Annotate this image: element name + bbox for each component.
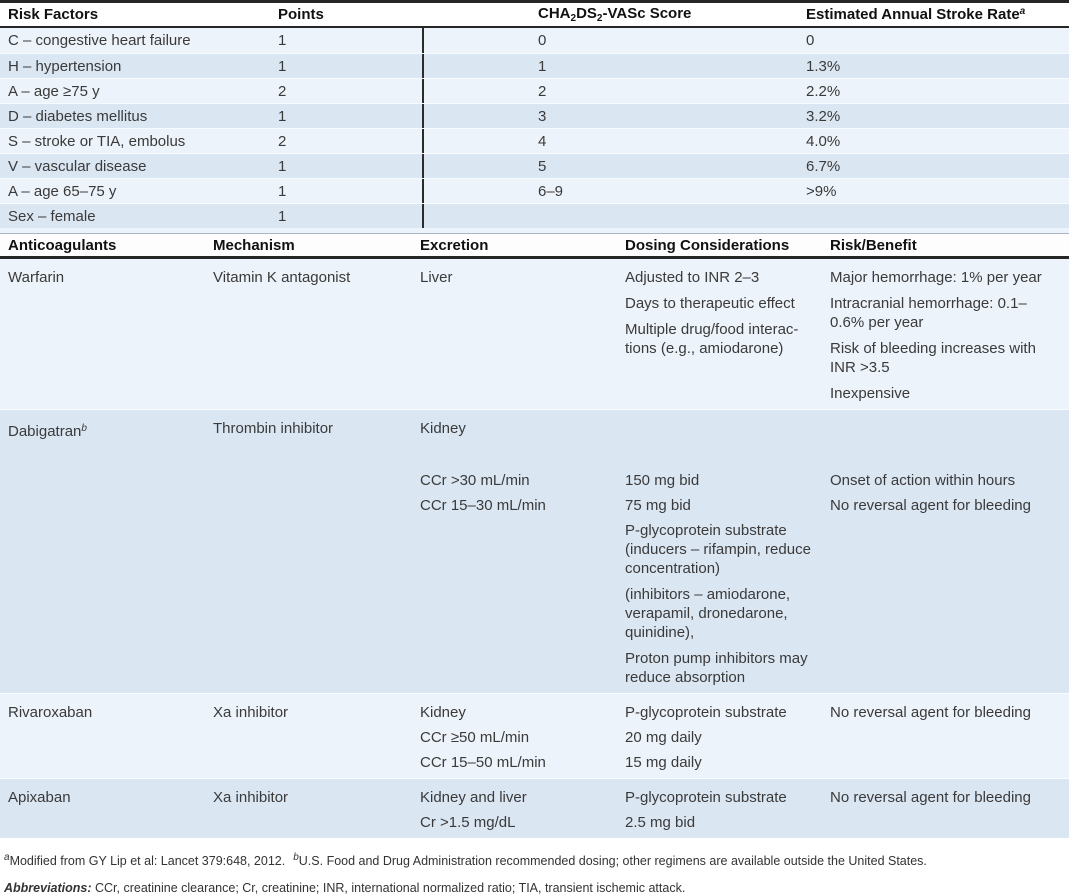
drug-subrow xyxy=(0,813,1069,832)
risk-benefit-cell: Onset of action within hours xyxy=(830,472,1016,489)
points-cell: 1 xyxy=(278,107,287,125)
rate-cell: 2.2% xyxy=(806,82,841,100)
dosing-cell: 20 mg daily xyxy=(625,729,702,746)
drug-subrow xyxy=(0,703,1069,722)
risk-item: Major hemorrhage: 1% per year xyxy=(830,269,1042,286)
column-divider xyxy=(422,104,538,128)
header-points: Points xyxy=(278,6,324,23)
drug-row-rivaroxaban xyxy=(0,693,1069,778)
column-divider xyxy=(422,28,538,53)
dosing-item: Days to therapeutic effect xyxy=(625,295,795,312)
table-row xyxy=(0,203,1069,228)
score-cell: 2 xyxy=(538,82,547,100)
excretion-cell: CCr 15–50 mL/min xyxy=(420,754,546,771)
drug-row-warfarin xyxy=(0,259,1069,409)
risk-benefit-cell: No reversal agent for bleeding xyxy=(830,497,1031,514)
risk-factor-cell: S – stroke or TIA, embolus xyxy=(8,132,186,150)
dosing-item: Adjusted to INR 2–3 xyxy=(625,269,760,286)
footnote-marker-a: a xyxy=(1019,6,1026,17)
rate-cell: >9% xyxy=(806,182,837,200)
score-cell: 4 xyxy=(538,132,547,150)
rate-cell: 1.3% xyxy=(806,57,841,75)
risk-benefit-cell: No reversal agent for bleeding xyxy=(830,789,1031,806)
header-dosing-considerations: Dosing Considerations xyxy=(625,236,790,254)
drug-name-cell: Warfarin xyxy=(8,269,65,286)
drug-subrow xyxy=(0,521,1069,687)
score-cell: 3 xyxy=(538,107,547,125)
drug-name-cell: Apixaban xyxy=(8,789,71,806)
excretion-cell: CCr ≥50 mL/min xyxy=(420,729,530,746)
rate-cell: 6.7% xyxy=(806,157,841,175)
drug-row-apixaban xyxy=(0,778,1069,838)
risk-factor-cell: D – diabetes mellitus xyxy=(8,107,148,125)
risk-benefit-cell: No reversal agent for bleeding xyxy=(830,704,1031,721)
table-row xyxy=(0,153,1069,178)
points-cell: 1 xyxy=(278,57,287,75)
excretion-cell: CCr 15–30 mL/min xyxy=(420,497,546,514)
points-cell: 1 xyxy=(278,182,287,200)
risk-benefit-cell xyxy=(830,268,1069,403)
table-row xyxy=(0,28,1069,53)
drug-subrow xyxy=(0,471,1069,490)
drug-subrow xyxy=(0,419,1069,441)
risk-factor-cell: Sex – female xyxy=(8,207,96,225)
subscript-2: 2 xyxy=(570,13,577,24)
excretion-cell: Kidney and liver xyxy=(420,789,527,806)
drug-row-dabigatran xyxy=(0,409,1069,693)
footnote-marker-a: a xyxy=(4,852,10,863)
points-cell: 2 xyxy=(278,132,287,150)
risk-item: Intracranial hemorrhage: 0.1–0.6% per year xyxy=(830,295,1027,331)
table-row xyxy=(0,78,1069,103)
drug-subrow xyxy=(0,753,1069,772)
table-row xyxy=(0,103,1069,128)
dosing-item: Proton pump inhibitors may reduce absorption xyxy=(625,650,808,686)
drug-subrow xyxy=(0,788,1069,807)
table-row xyxy=(0,178,1069,203)
risk-factor-cell: H – hypertension xyxy=(8,57,122,75)
score-cell: 5 xyxy=(538,157,547,175)
footnote-marker-b: b xyxy=(293,852,299,863)
dosing-cell xyxy=(625,521,830,687)
dosing-item: P-glycoprotein substrate (inducers – rifampin, reduce concentration) xyxy=(625,522,811,577)
drug-subrow xyxy=(0,728,1069,747)
rate-cell: 3.2% xyxy=(806,107,841,125)
header-stroke-rate: Estimated Annual Stroke Rate$^a$ xyxy=(806,6,1026,23)
risk-factor-cell: C – congestive heart failure xyxy=(8,32,191,49)
header-anticoagulants: Anticoagulants xyxy=(8,236,117,254)
mechanism-cell: Xa inhibitor xyxy=(213,704,289,721)
footnote-sources: $^a$Modified from GY Lip et al: Lancet 379:648, 2012. $^b$U.S. Food and Drug Administration recommended dosing; other regimens are available outside the United States. xyxy=(4,852,927,868)
risk-item: Risk of bleeding increases with INR >3.5 xyxy=(830,340,1036,376)
header-chads-vasc-score: $CHA_2DS_2$-VASc Score xyxy=(538,5,692,24)
excretion-cell: Liver xyxy=(420,269,453,286)
points-cell: 1 xyxy=(278,157,287,175)
table-row xyxy=(0,53,1069,78)
dosing-cell: 150 mg bid xyxy=(625,472,700,489)
points-cell: 1 xyxy=(278,207,287,225)
header-risk-benefit: Risk/Benefit xyxy=(830,236,917,254)
header-excretion: Excretion xyxy=(420,236,489,254)
rate-cell: 0 xyxy=(806,32,815,49)
points-cell: 2 xyxy=(278,82,287,100)
header-risk-factors: Risk Factors xyxy=(8,6,99,23)
subscript-2: 2 xyxy=(596,13,603,24)
risk-factor-cell: V – vascular disease xyxy=(8,157,147,175)
excretion-cell: Kidney xyxy=(420,704,466,721)
score-cell: 6–9 xyxy=(538,182,564,200)
footnotes xyxy=(0,838,1069,896)
abbreviations-label: Abbreviations: xyxy=(4,881,92,895)
anticoagulant-table-header-row xyxy=(0,234,1069,259)
drug-name-cell: Dabigatran$^b$ xyxy=(8,423,87,440)
dosing-cell: 15 mg daily xyxy=(625,754,702,771)
dosing-item: Multiple drug/food interac-tions (e.g., amiodarone) xyxy=(625,321,799,357)
mechanism-cell: Xa inhibitor xyxy=(213,789,289,806)
column-divider xyxy=(422,154,538,178)
column-divider xyxy=(422,129,538,153)
score-cell: 1 xyxy=(538,57,547,75)
footnote-abbreviations: Abbreviations: CCr, creatinine clearance; Cr, creatinine; INR, international normalized ratio; TIA, transient ischemic attack. xyxy=(4,881,686,895)
dosing-cell: P-glycoprotein substrate xyxy=(625,704,787,721)
dosing-item: (inhibitors – amiodarone, verapamil, dronedarone, quinidine), xyxy=(625,586,791,641)
mechanism-cell: Thrombin inhibitor xyxy=(213,420,334,437)
dosing-cell: 75 mg bid xyxy=(625,497,691,514)
excretion-cell: CCr >30 mL/min xyxy=(420,472,530,489)
rate-cell: 4.0% xyxy=(806,132,841,150)
footnote-marker-b: b xyxy=(81,423,87,434)
risk-factor-cell: A – age ≥75 y xyxy=(8,82,100,100)
drug-subrow xyxy=(0,496,1069,515)
risk-score-table-header-row xyxy=(0,0,1069,28)
header-mechanism: Mechanism xyxy=(213,236,295,254)
excretion-cell: Cr >1.5 mg/dL xyxy=(420,814,516,831)
risk-factor-cell: A – age 65–75 y xyxy=(8,182,117,200)
column-divider xyxy=(422,79,538,103)
dosing-cell: 2.5 mg bid xyxy=(625,814,696,831)
risk-item: Inexpensive xyxy=(830,385,911,402)
column-divider xyxy=(422,54,538,78)
drug-subrow xyxy=(0,268,1069,403)
mechanism-cell: Vitamin K antagonist xyxy=(213,269,351,286)
excretion-cell: Kidney xyxy=(420,420,466,437)
drug-name-cell: Rivaroxaban xyxy=(8,704,93,721)
score-cell: 0 xyxy=(538,32,547,49)
table-row xyxy=(0,128,1069,153)
column-divider xyxy=(422,179,538,203)
points-cell: 1 xyxy=(278,32,287,49)
dosing-cell xyxy=(625,268,830,358)
column-divider xyxy=(422,204,538,228)
dosing-cell: P-glycoprotein substrate xyxy=(625,789,787,806)
